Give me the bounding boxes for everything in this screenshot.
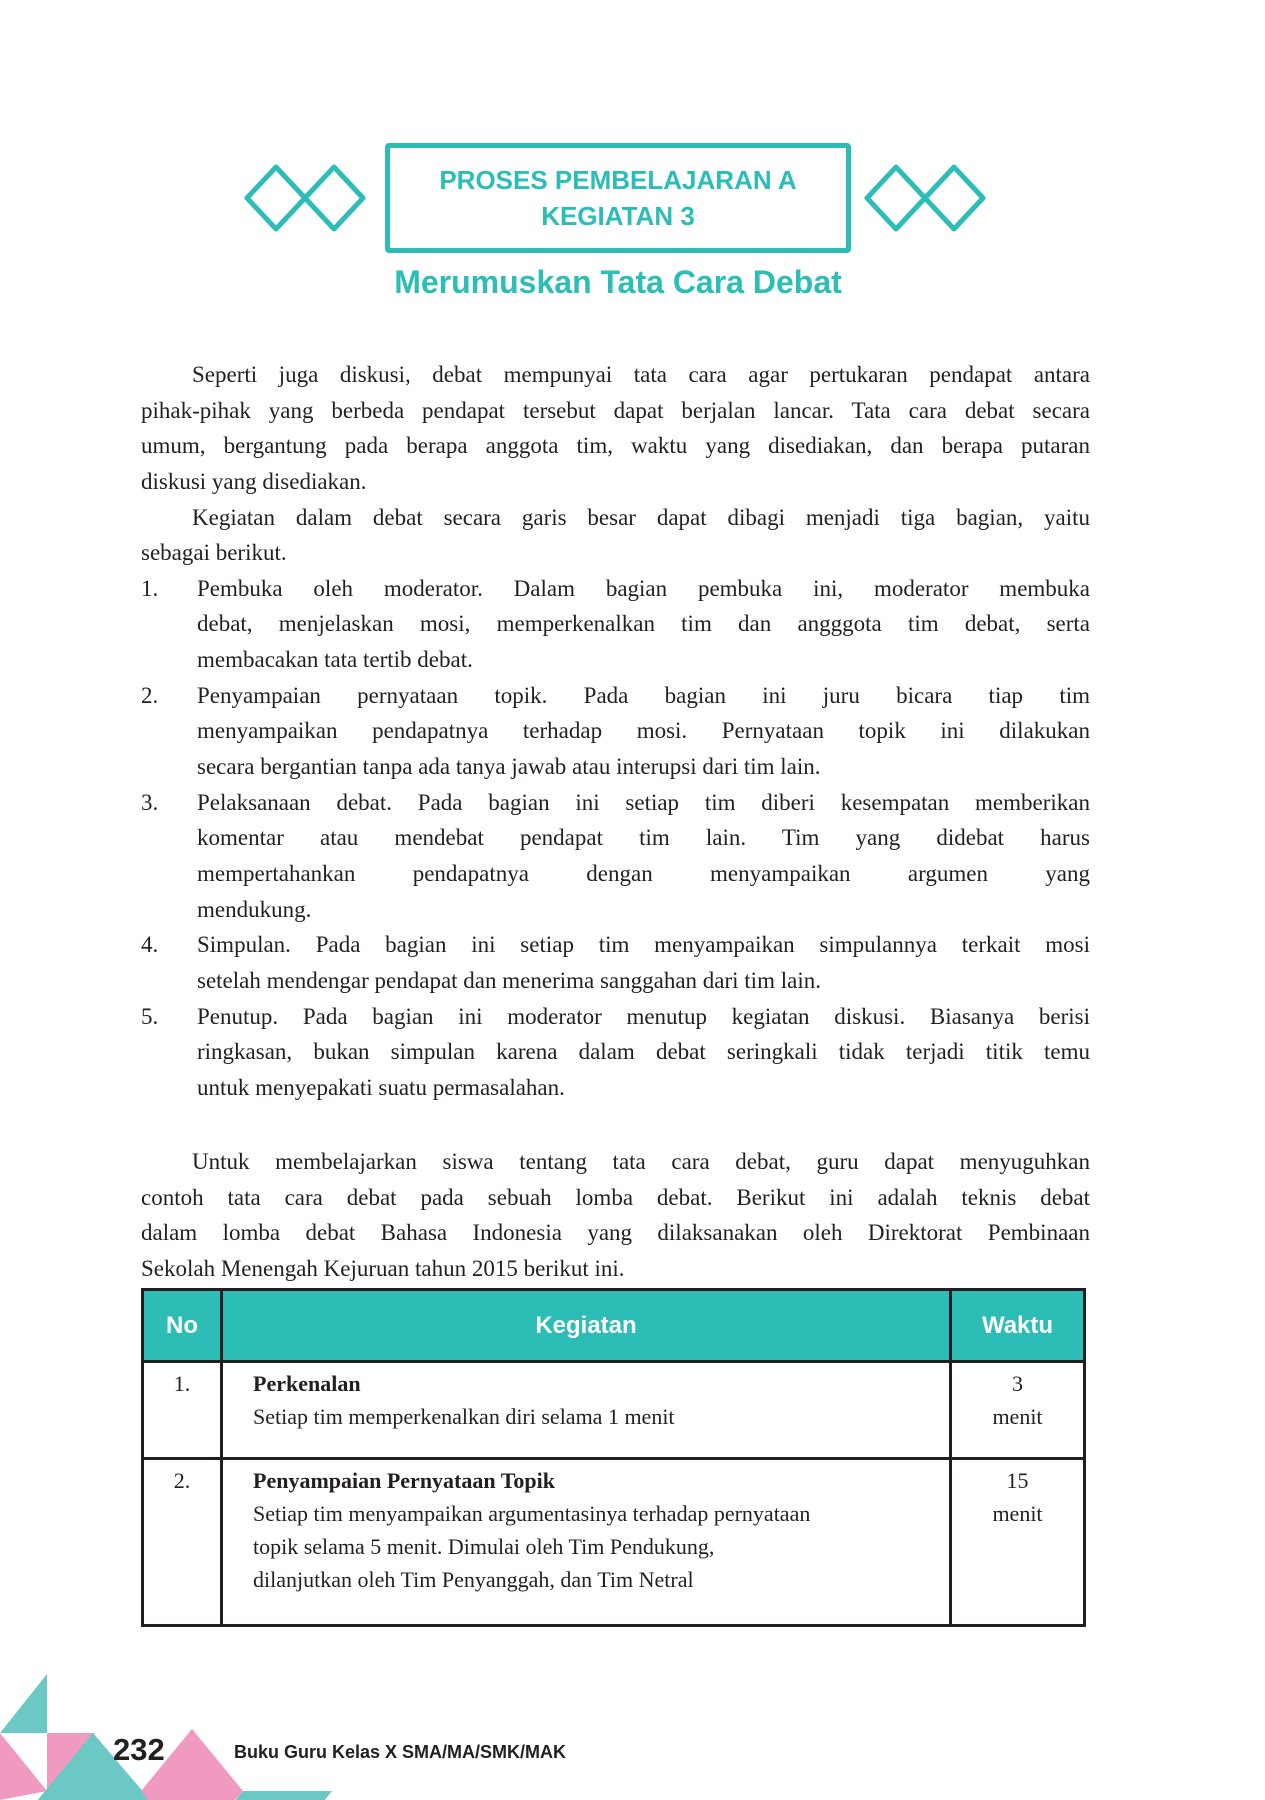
page-title: Merumuskan Tata Cara Debat: [394, 264, 842, 300]
list-item: [141, 785, 1090, 928]
text-line: Kegiatan dalam debat secara garis besar dapat dibagi menjadi tiga bagian, yaitu: [192, 504, 1090, 530]
table-header-row: [143, 1290, 1085, 1362]
section-label-line1: PROSES PEMBELAJARAN A: [439, 165, 797, 195]
text-line: mempertahankan pendapatnya dengan menyampaikan argumen yang: [197, 860, 1090, 886]
diamond-ornament-left-icon: [247, 167, 363, 229]
row-time: [951, 1459, 1085, 1626]
section-label-box: [385, 143, 851, 253]
text-line: diskusi yang disediakan.: [141, 468, 367, 494]
activity-desc: Setiap tim memperkenalkan diri selama 1 menit: [253, 1404, 675, 1429]
diamond-ornament-right-icon: [867, 167, 983, 229]
text-line: untuk menyepakati suatu permasalahan.: [197, 1074, 565, 1100]
activity-desc: Setiap tim menyampaikan argumentasinya terhadap pernyataan: [253, 1501, 811, 1526]
table-row: [143, 1362, 1085, 1459]
text-line: membacakan tata tertib debat.: [197, 647, 473, 673]
row-no: 1.: [143, 1362, 222, 1459]
list-number: 1.: [141, 575, 159, 601]
text-line: komentar atau mendebat pendapat tim lain. Tim yang didebat harus: [197, 825, 1090, 851]
time-unit: menit: [992, 1404, 1043, 1429]
text-line: Penutup. Pada bagian ini moderator menutup kegiatan diskusi. Biasanya berisi: [197, 1003, 1090, 1029]
outro-paragraph: [141, 1144, 1090, 1287]
text-line: ringkasan, bukan simpulan karena dalam debat seringkali tidak terjadi titik temu: [197, 1039, 1090, 1065]
text-line: Pelaksanaan debat. Pada bagian ini setiap tim diberi kesempatan memberikan: [197, 789, 1090, 815]
header-waktu: Waktu: [951, 1290, 1085, 1362]
time-value: 3: [1012, 1371, 1023, 1396]
time-unit: menit: [992, 1501, 1043, 1526]
text-line: debat, menjelaskan mosi, memperkenalkan tim dan angggota tim debat, serta: [197, 611, 1090, 637]
list-item: [141, 571, 1090, 678]
text-line: contoh tata cara debat pada sebuah lomba debat. Berikut ini adalah teknis debat: [141, 1184, 1090, 1210]
row-activity: [222, 1459, 951, 1626]
footer-geometric-ornament: [0, 1674, 332, 1800]
row-time: [951, 1362, 1085, 1459]
text-line: dalam lomba debat Bahasa Indonesia yang dilaksanakan oleh Direktorat Pembinaan: [141, 1220, 1090, 1246]
row-no: 2.: [143, 1459, 222, 1626]
list-number: 5.: [141, 1003, 159, 1029]
text-line: umum, bergantung pada berapa anggota tim, waktu yang disediakan, dan berapa putaran: [141, 433, 1090, 459]
activity-desc: topik selama 5 menit. Dimulai oleh Tim Pendukung,: [253, 1534, 715, 1559]
page-number: 232: [113, 1732, 165, 1767]
row-activity: [222, 1362, 951, 1459]
activity-desc: dilanjutkan oleh Tim Penyanggah, dan Tim Netral: [253, 1567, 694, 1592]
section-label-line2: KEGIATAN 3: [541, 201, 695, 231]
text-line: Penyampaian pernyataan topik. Pada bagian ini juru bicara tiap tim: [197, 682, 1090, 708]
list-item: [141, 927, 1090, 998]
text-line: Pembuka oleh moderator. Dalam bagian pembuka ini, moderator membuka: [197, 575, 1090, 601]
list-number: 2.: [141, 682, 159, 708]
body-text: [141, 357, 1090, 1105]
book-title: Buku Guru Kelas X SMA/MA/SMK/MAK: [234, 1742, 567, 1762]
list-number: 3.: [141, 789, 159, 815]
list-item: [141, 999, 1090, 1106]
table-row: [143, 1459, 1085, 1626]
activity-title: Penyampaian Pernyataan Topik: [253, 1468, 555, 1493]
header-no: No: [143, 1290, 222, 1362]
debate-schedule-table: [141, 1288, 1086, 1627]
text-line: pihak-pihak yang berbeda pendapat tersebut dapat berjalan lancar. Tata cara debat secara: [141, 397, 1090, 423]
intro2-paragraph: [141, 500, 1090, 571]
text-line: Seperti juga diskusi, debat mempunyai tata cara agar pertukaran pendapat antara: [192, 362, 1090, 387]
header-kegiatan: Kegiatan: [222, 1290, 951, 1362]
text-line: Simpulan. Pada bagian ini setiap tim menyampaikan simpulannya terkait mosi: [197, 932, 1090, 958]
time-value: 15: [1006, 1468, 1029, 1493]
text-line: secara bergantian tanpa ada tanya jawab atau interupsi dari tim lain.: [197, 754, 821, 780]
list-number: 4.: [141, 932, 159, 958]
intro-paragraph: [141, 357, 1090, 500]
text-line: Sekolah Menengah Kejuruan tahun 2015 berikut ini.: [141, 1255, 625, 1281]
text-line: setelah mendengar pendapat dan menerima sanggahan dari tim lain.: [197, 967, 821, 993]
text-line: mendukung.: [197, 896, 312, 922]
text-line: menyampaikan pendapatnya terhadap mosi. Pernyataan topik ini dilakukan: [197, 718, 1090, 744]
list-item: [141, 678, 1090, 785]
activity-title: Perkenalan: [253, 1371, 361, 1396]
text-line: Untuk membelajarkan siswa tentang tata cara debat, guru dapat menyuguhkan: [192, 1149, 1090, 1174]
text-line: sebagai berikut.: [141, 540, 287, 566]
